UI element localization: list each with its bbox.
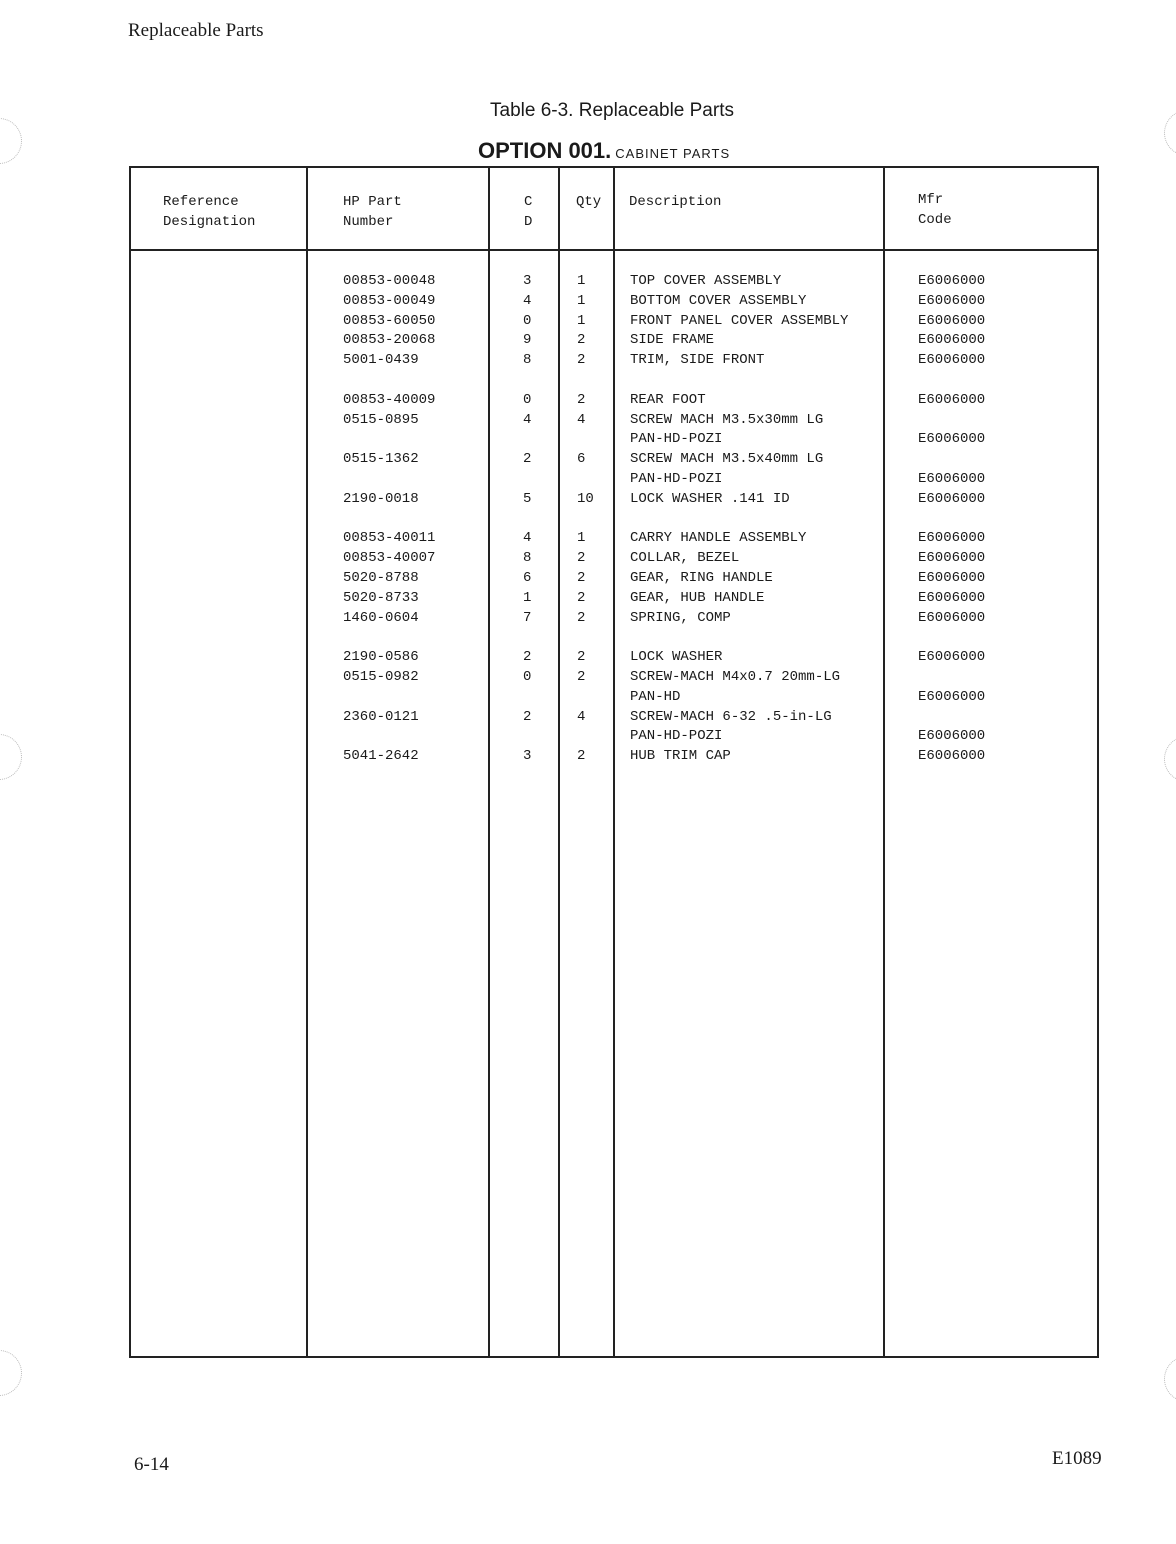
cell-cd: 7 <box>523 609 532 626</box>
cell-hp-part-number: 00853-00049 <box>343 292 436 309</box>
cell-hp-part-number: 2190-0586 <box>343 649 419 666</box>
table-row <box>131 272 1097 292</box>
cell-cd: 8 <box>523 550 532 567</box>
cell-cd: 3 <box>523 748 532 765</box>
cell-description: SCREW-MACH 6-32 .5-in-LG <box>630 708 832 725</box>
cell-description: GEAR, HUB HANDLE <box>630 589 765 606</box>
cell-description: FRONT PANEL COVER ASSEMBLY <box>630 312 849 329</box>
footer-page-number: 6-14 <box>134 1454 169 1475</box>
cell-description: PAN-HD <box>630 688 681 705</box>
table-row <box>131 470 1097 490</box>
cell-description: LOCK WASHER .141 ID <box>630 490 790 507</box>
cell-mfr-code: E6006000 <box>918 292 986 309</box>
cell-hp-part-number: 00853-40009 <box>343 391 436 408</box>
cell-hp-part-number: 00853-00048 <box>343 273 436 289</box>
option-title <box>478 138 730 164</box>
cell-mfr-code: E6006000 <box>918 530 986 547</box>
cell-cd: 3 <box>523 273 532 289</box>
column-header-mfr-code: Mfr Code <box>918 192 952 228</box>
parts-table-body <box>131 272 1097 767</box>
page-header-label: Replaceable Parts <box>128 20 264 41</box>
cell-hp-part-number: 0515-0982 <box>343 668 419 685</box>
cell-hp-part-number: 00853-40011 <box>343 530 436 547</box>
cell-hp-part-number: 00853-60050 <box>343 312 436 329</box>
cell-cd: 2 <box>523 708 532 725</box>
cell-description: SIDE FRAME <box>630 332 715 349</box>
table-row <box>131 589 1097 609</box>
cell-qty: 2 <box>577 352 586 369</box>
cell-description: SPRING, COMP <box>630 609 731 626</box>
header-divider <box>131 249 1097 251</box>
cell-cd: 2 <box>523 649 532 666</box>
cell-mfr-code: E6006000 <box>918 490 986 507</box>
table-title: Table 6-3. Replaceable Parts <box>490 100 734 121</box>
cell-qty: 1 <box>577 312 586 329</box>
table-row <box>131 371 1097 391</box>
cell-mfr-code: E6006000 <box>918 273 986 289</box>
cell-hp-part-number: 00853-40007 <box>343 550 436 567</box>
cell-cd: 4 <box>523 292 532 309</box>
cell-mfr-code: E6006000 <box>918 589 986 606</box>
cell-description: TRIM, SIDE FRONT <box>630 352 765 369</box>
cell-cd: 8 <box>523 352 532 369</box>
column-header-reference-designation: Reference Designation <box>163 194 256 230</box>
cell-qty: 10 <box>577 490 594 507</box>
cell-qty: 2 <box>577 550 586 567</box>
option-main-label: OPTION 001. <box>478 138 612 163</box>
cell-description: SCREW MACH M3.5x40mm LG <box>630 451 824 468</box>
table-row <box>131 708 1097 728</box>
cell-cd: 1 <box>523 589 532 606</box>
cell-cd: 4 <box>523 411 532 428</box>
cell-description: CARRY HANDLE ASSEMBLY <box>630 530 807 547</box>
table-row <box>131 668 1097 688</box>
table-row <box>131 331 1097 351</box>
table-row <box>131 609 1097 629</box>
cell-mfr-code: E6006000 <box>918 391 986 408</box>
column-header-qty: Qty <box>576 194 602 210</box>
table-row <box>131 628 1097 648</box>
binder-hole <box>0 734 22 780</box>
cell-mfr-code: E6006000 <box>918 431 986 448</box>
cell-qty: 2 <box>577 649 586 666</box>
cell-description: COLLAR, BEZEL <box>630 550 740 567</box>
binder-hole <box>0 1350 22 1396</box>
cell-cd: 6 <box>523 569 532 586</box>
cell-mfr-code: E6006000 <box>918 649 986 666</box>
table-row <box>131 747 1097 767</box>
cell-cd: 0 <box>523 668 532 685</box>
cell-cd: 5 <box>523 490 532 507</box>
cell-hp-part-number: 5020-8733 <box>343 589 419 606</box>
cell-hp-part-number: 5020-8788 <box>343 569 419 586</box>
table-row <box>131 688 1097 708</box>
cell-description: REAR FOOT <box>630 391 706 408</box>
cell-description: SCREW MACH M3.5x30mm LG <box>630 411 824 428</box>
cell-qty: 4 <box>577 411 586 428</box>
cell-mfr-code: E6006000 <box>918 748 986 765</box>
cell-mfr-code: E6006000 <box>918 550 986 567</box>
cell-qty: 1 <box>577 292 586 309</box>
cell-description: PAN-HD-POZI <box>630 728 723 745</box>
cell-hp-part-number: 00853-20068 <box>343 332 436 349</box>
table-row <box>131 510 1097 530</box>
table-row <box>131 312 1097 332</box>
cell-qty: 2 <box>577 748 586 765</box>
cell-hp-part-number: 5001-0439 <box>343 352 419 369</box>
table-row <box>131 549 1097 569</box>
footer-document-code: E1089 <box>1052 1448 1102 1469</box>
cell-mfr-code: E6006000 <box>918 688 986 705</box>
cell-hp-part-number: 0515-0895 <box>343 411 419 428</box>
table-row <box>131 292 1097 312</box>
table-row <box>131 450 1097 470</box>
table-row <box>131 391 1097 411</box>
table-row <box>131 430 1097 450</box>
cell-mfr-code: E6006000 <box>918 312 986 329</box>
cell-hp-part-number: 5041-2642 <box>343 748 419 765</box>
cell-cd: 9 <box>523 332 532 349</box>
table-row <box>131 351 1097 371</box>
binder-hole <box>1164 736 1176 782</box>
cell-qty: 2 <box>577 609 586 626</box>
cell-cd: 0 <box>523 391 532 408</box>
cell-mfr-code: E6006000 <box>918 352 986 369</box>
cell-qty: 2 <box>577 668 586 685</box>
cell-hp-part-number: 2190-0018 <box>343 490 419 507</box>
cell-qty: 2 <box>577 569 586 586</box>
cell-description: BOTTOM COVER ASSEMBLY <box>630 292 807 309</box>
cell-cd: 4 <box>523 530 532 547</box>
cell-qty: 1 <box>577 530 586 547</box>
cell-description: LOCK WASHER <box>630 649 723 666</box>
option-sub-label: CABINET PARTS <box>615 146 731 161</box>
cell-description: GEAR, RING HANDLE <box>630 569 773 586</box>
cell-mfr-code: E6006000 <box>918 569 986 586</box>
column-header-description: Description <box>629 194 722 210</box>
table-row <box>131 411 1097 431</box>
cell-qty: 6 <box>577 451 586 468</box>
cell-qty: 2 <box>577 332 586 349</box>
column-header-cd: C D <box>524 194 533 230</box>
table-row <box>131 727 1097 747</box>
binder-hole <box>1164 1356 1176 1402</box>
cell-qty: 2 <box>577 391 586 408</box>
cell-hp-part-number: 0515-1362 <box>343 451 419 468</box>
cell-description: PAN-HD-POZI <box>630 431 723 448</box>
table-row <box>131 569 1097 589</box>
cell-mfr-code: E6006000 <box>918 470 986 487</box>
cell-cd: 2 <box>523 451 532 468</box>
cell-qty: 1 <box>577 273 586 289</box>
cell-description: PAN-HD-POZI <box>630 470 723 487</box>
cell-hp-part-number: 2360-0121 <box>343 708 419 725</box>
cell-hp-part-number: 1460-0604 <box>343 609 419 626</box>
cell-description: TOP COVER ASSEMBLY <box>630 273 782 289</box>
table-row <box>131 529 1097 549</box>
column-header-hp-part-number: HP Part Number <box>343 194 402 230</box>
cell-mfr-code: E6006000 <box>918 332 986 349</box>
cell-description: HUB TRIM CAP <box>630 748 731 765</box>
table-row <box>131 648 1097 668</box>
parts-table <box>129 166 1099 1358</box>
table-row <box>131 490 1097 510</box>
cell-qty: 4 <box>577 708 586 725</box>
cell-qty: 2 <box>577 589 586 606</box>
cell-cd: 0 <box>523 312 532 329</box>
cell-mfr-code: E6006000 <box>918 609 986 626</box>
cell-description: SCREW-MACH M4x0.7 20mm-LG <box>630 668 841 685</box>
binder-hole <box>0 118 22 164</box>
cell-mfr-code: E6006000 <box>918 728 986 745</box>
